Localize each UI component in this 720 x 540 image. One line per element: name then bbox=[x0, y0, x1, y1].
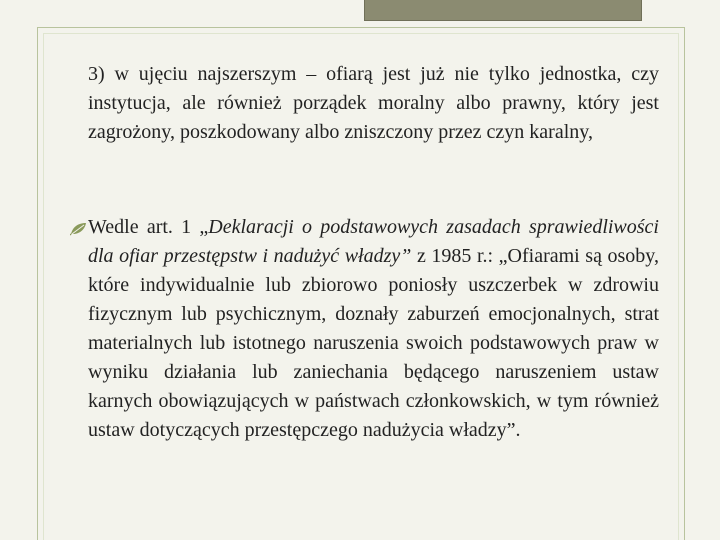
paragraph-item-3 bbox=[88, 60, 659, 147]
declaration-lead: Wedle art. 1 „ bbox=[88, 216, 209, 238]
paragraph-declaration bbox=[88, 213, 659, 445]
item-3-text: 3) w ujęciu najszerszym – ofiarą jest już nie tylko jednostka, czy instytucja, ale również porządek moralny albo prawny, który jest zagrożony, poszkodowany albo zniszczony przez czyn karalny, bbox=[88, 63, 659, 143]
declaration-title: Deklaracji o podstawowych zasadach sprawiedliwości dla ofiar przestępstw i nadużyć władzy” bbox=[88, 216, 659, 267]
header-tab bbox=[364, 0, 642, 21]
declaration-text: z 1985 r.: „Ofiarami są osoby, które indywidualnie lub zbiorowo poniosły uszczerbek w zdrowiu fizycznym lub psychicznym, doznały zaburzeń emocjonalnych, strat materialnych lub istotnego naruszenia swoich podstawowych praw w wyniku działania lub zaniechania będącego naruszeniem ustaw karnych obowiązujących w państwach członkowskich, w tym również ustaw dotyczących przestępczego nadużycia władzy”. bbox=[88, 245, 659, 441]
leaf-bullet-icon bbox=[70, 222, 87, 236]
